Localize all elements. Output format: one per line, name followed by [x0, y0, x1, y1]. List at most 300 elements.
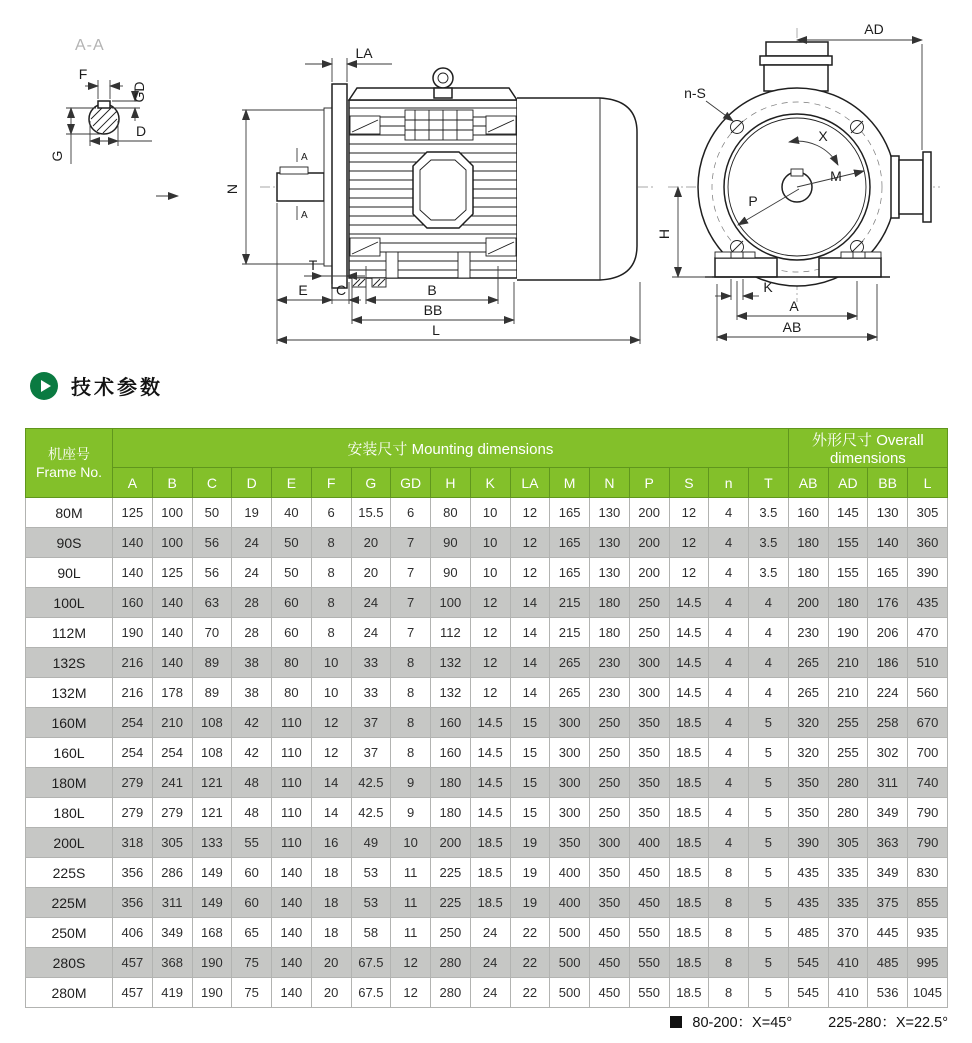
value-cell: 435 [908, 588, 948, 618]
value-cell: 279 [113, 798, 153, 828]
dim-label-ad: AD [864, 21, 884, 37]
frame-no-cell: 132S [26, 648, 113, 678]
value-cell: 350 [788, 798, 828, 828]
value-cell: 108 [192, 738, 232, 768]
value-cell: 56 [192, 528, 232, 558]
value-cell: 140 [868, 528, 908, 558]
value-cell: 4 [749, 678, 789, 708]
value-cell: 302 [868, 738, 908, 768]
value-cell: 390 [908, 558, 948, 588]
dimensions-table [25, 428, 948, 1008]
value-cell: 550 [629, 948, 669, 978]
value-cell: 186 [868, 648, 908, 678]
value-cell: 121 [192, 768, 232, 798]
footnote [670, 1011, 948, 1032]
value-cell: 178 [152, 678, 192, 708]
value-cell: 110 [272, 738, 312, 768]
value-cell: 67.5 [351, 948, 391, 978]
section-title: 技术参数 [71, 377, 163, 399]
col-header-n: n [709, 468, 749, 498]
value-cell: 53 [351, 888, 391, 918]
value-cell: 140 [272, 978, 312, 1008]
dim-label-gd: GD [131, 81, 147, 103]
value-cell: 12 [510, 498, 550, 528]
value-cell: 14 [510, 648, 550, 678]
value-cell: 176 [868, 588, 908, 618]
value-cell: 40 [272, 498, 312, 528]
footnote-note-1: 80-200：X=45° [692, 1015, 793, 1031]
value-cell: 305 [908, 498, 948, 528]
overall-group-header: 外形尺寸 Overall dimensions [788, 429, 947, 468]
value-cell: 10 [311, 648, 351, 678]
value-cell: 4 [709, 798, 749, 828]
value-cell: 305 [152, 828, 192, 858]
value-cell: 130 [590, 528, 630, 558]
value-cell: 370 [828, 918, 868, 948]
value-cell: 15 [510, 798, 550, 828]
value-cell: 790 [908, 798, 948, 828]
frame-no-cell: 132M [26, 678, 113, 708]
value-cell: 180 [788, 528, 828, 558]
table-row [26, 558, 948, 588]
value-cell: 14 [311, 798, 351, 828]
dim-label-t: T [308, 257, 318, 273]
table-row [26, 498, 948, 528]
dim-label-a: A [789, 298, 799, 314]
value-cell: 8 [709, 858, 749, 888]
value-cell: 250 [590, 708, 630, 738]
value-cell: 75 [232, 948, 272, 978]
table-row [26, 948, 948, 978]
value-cell: 140 [152, 588, 192, 618]
value-cell: 349 [868, 798, 908, 828]
value-cell: 300 [550, 798, 590, 828]
value-cell: 258 [868, 708, 908, 738]
value-cell: 545 [788, 948, 828, 978]
table-row [26, 678, 948, 708]
value-cell: 5 [749, 828, 789, 858]
value-cell: 356 [113, 888, 153, 918]
value-cell: 250 [629, 588, 669, 618]
value-cell: 24 [351, 588, 391, 618]
frame-no-cell: 112M [26, 618, 113, 648]
value-cell: 80 [431, 498, 471, 528]
value-cell: 230 [590, 648, 630, 678]
value-cell: 140 [272, 858, 312, 888]
dim-label-x: X [818, 128, 828, 144]
value-cell: 350 [590, 858, 630, 888]
value-cell: 7 [391, 618, 431, 648]
col-header-K: K [470, 468, 510, 498]
value-cell: 18.5 [669, 768, 709, 798]
value-cell: 350 [629, 798, 669, 828]
value-cell: 14.5 [470, 738, 510, 768]
value-cell: 500 [550, 918, 590, 948]
dim-label-ab: AB [782, 319, 802, 335]
value-cell: 140 [113, 528, 153, 558]
value-cell: 12 [311, 708, 351, 738]
value-cell: 280 [431, 948, 471, 978]
table-row [26, 738, 948, 768]
table-row [26, 708, 948, 738]
col-header-H: H [431, 468, 471, 498]
value-cell: 42 [232, 738, 272, 768]
value-cell: 18.5 [669, 738, 709, 768]
value-cell: 406 [113, 918, 153, 948]
dim-label-bb: BB [423, 302, 443, 318]
value-cell: 356 [113, 858, 153, 888]
col-header-D: D [232, 468, 272, 498]
value-cell: 363 [868, 828, 908, 858]
value-cell: 130 [590, 558, 630, 588]
value-cell: 450 [590, 978, 630, 1008]
value-cell: 100 [431, 588, 471, 618]
frame-no-cell: 90L [26, 558, 113, 588]
value-cell: 215 [550, 618, 590, 648]
value-cell: 18.5 [669, 948, 709, 978]
value-cell: 20 [311, 948, 351, 978]
value-cell: 58 [351, 918, 391, 948]
value-cell: 935 [908, 918, 948, 948]
value-cell: 740 [908, 768, 948, 798]
value-cell: 108 [192, 708, 232, 738]
value-cell: 10 [470, 528, 510, 558]
value-cell: 75 [232, 978, 272, 1008]
value-cell: 49 [351, 828, 391, 858]
value-cell: 12 [669, 558, 709, 588]
value-cell: 20 [351, 558, 391, 588]
col-header-G: G [351, 468, 391, 498]
value-cell: 12 [669, 498, 709, 528]
frame-col-header-cn: 机座号 [48, 445, 90, 462]
value-cell: 10 [470, 558, 510, 588]
section-header [30, 371, 163, 400]
value-cell: 90 [431, 558, 471, 588]
value-cell: 28 [232, 588, 272, 618]
value-cell: 470 [908, 618, 948, 648]
value-cell: 210 [152, 708, 192, 738]
dim-label-b: B [427, 282, 437, 298]
frame-no-cell: 225M [26, 888, 113, 918]
value-cell: 350 [788, 768, 828, 798]
value-cell: 200 [629, 558, 669, 588]
table-row [26, 768, 948, 798]
value-cell: 14.5 [470, 768, 510, 798]
value-cell: 14.5 [470, 798, 510, 828]
value-cell: 160 [431, 708, 471, 738]
value-cell: 8 [709, 888, 749, 918]
value-cell: 33 [351, 648, 391, 678]
black-square-icon [670, 1016, 682, 1028]
value-cell: 349 [868, 858, 908, 888]
col-header-B: B [152, 468, 192, 498]
value-cell: 8 [709, 948, 749, 978]
value-cell: 5 [749, 708, 789, 738]
value-cell: 14 [510, 588, 550, 618]
value-cell: 254 [113, 738, 153, 768]
value-cell: 450 [629, 858, 669, 888]
dim-label-ns: n-S [684, 85, 706, 101]
value-cell: 190 [192, 978, 232, 1008]
play-circle-icon [30, 372, 58, 400]
value-cell: 12 [470, 588, 510, 618]
frame-no-cell: 280M [26, 978, 113, 1008]
value-cell: 8 [709, 918, 749, 948]
value-cell: 125 [152, 558, 192, 588]
value-cell: 18 [311, 888, 351, 918]
value-cell: 90 [431, 528, 471, 558]
value-cell: 15 [510, 768, 550, 798]
value-cell: 53 [351, 858, 391, 888]
view-label: A-A [75, 37, 105, 54]
col-header-E: E [272, 468, 312, 498]
value-cell: 12 [510, 528, 550, 558]
value-cell: 450 [590, 948, 630, 978]
table-row [26, 918, 948, 948]
value-cell: 350 [629, 738, 669, 768]
value-cell: 435 [788, 888, 828, 918]
value-cell: 350 [629, 768, 669, 798]
frame-no-cell: 225S [26, 858, 113, 888]
value-cell: 8 [311, 558, 351, 588]
value-cell: 250 [629, 618, 669, 648]
value-cell: 100 [152, 528, 192, 558]
value-cell: 5 [749, 738, 789, 768]
value-cell: 265 [550, 678, 590, 708]
value-cell: 445 [868, 918, 908, 948]
value-cell: 265 [788, 648, 828, 678]
value-cell: 14.5 [470, 708, 510, 738]
value-cell: 22 [510, 978, 550, 1008]
value-cell: 180 [431, 768, 471, 798]
value-cell: 50 [272, 528, 312, 558]
col-header-T: T [749, 468, 789, 498]
value-cell: 560 [908, 678, 948, 708]
column-header-row [26, 468, 948, 498]
value-cell: 12 [470, 678, 510, 708]
value-cell: 18.5 [669, 888, 709, 918]
value-cell: 12 [470, 648, 510, 678]
value-cell: 165 [550, 558, 590, 588]
dim-label-c: C [335, 282, 347, 298]
value-cell: 50 [192, 498, 232, 528]
table-row [26, 828, 948, 858]
value-cell: 254 [113, 708, 153, 738]
value-cell: 16 [311, 828, 351, 858]
frame-no-cell: 250M [26, 918, 113, 948]
value-cell: 18.5 [470, 888, 510, 918]
value-cell: 300 [550, 738, 590, 768]
value-cell: 700 [908, 738, 948, 768]
value-cell: 230 [788, 618, 828, 648]
value-cell: 56 [192, 558, 232, 588]
value-cell: 8 [391, 678, 431, 708]
value-cell: 140 [272, 888, 312, 918]
dim-label-d: D [135, 123, 147, 139]
value-cell: 335 [828, 858, 868, 888]
value-cell: 7 [391, 558, 431, 588]
value-cell: 12 [311, 738, 351, 768]
value-cell: 450 [629, 888, 669, 918]
table-row [26, 528, 948, 558]
value-cell: 300 [550, 708, 590, 738]
value-cell: 145 [828, 498, 868, 528]
dim-label-f: F [78, 66, 88, 82]
value-cell: 320 [788, 708, 828, 738]
value-cell: 22 [510, 918, 550, 948]
value-cell: 300 [550, 768, 590, 798]
value-cell: 9 [391, 798, 431, 828]
value-cell: 180 [590, 618, 630, 648]
value-cell: 60 [272, 618, 312, 648]
value-cell: 89 [192, 648, 232, 678]
value-cell: 10 [470, 498, 510, 528]
value-cell: 3.5 [749, 558, 789, 588]
frame-no-cell: 80M [26, 498, 113, 528]
value-cell: 7 [391, 588, 431, 618]
value-cell: 10 [391, 828, 431, 858]
value-cell: 22 [510, 948, 550, 978]
frame-no-cell: 280S [26, 948, 113, 978]
value-cell: 8 [391, 708, 431, 738]
value-cell: 855 [908, 888, 948, 918]
value-cell: 42.5 [351, 798, 391, 828]
value-cell: 536 [868, 978, 908, 1008]
value-cell: 224 [868, 678, 908, 708]
value-cell: 550 [629, 918, 669, 948]
value-cell: 140 [152, 648, 192, 678]
value-cell: 89 [192, 678, 232, 708]
value-cell: 112 [431, 618, 471, 648]
value-cell: 18.5 [669, 918, 709, 948]
value-cell: 165 [868, 558, 908, 588]
value-cell: 14 [510, 618, 550, 648]
value-cell: 18.5 [669, 978, 709, 1008]
value-cell: 210 [828, 678, 868, 708]
value-cell: 279 [152, 798, 192, 828]
value-cell: 5 [749, 918, 789, 948]
col-header-GD: GD [391, 468, 431, 498]
value-cell: 12 [470, 618, 510, 648]
value-cell: 255 [828, 708, 868, 738]
col-header-LA: LA [510, 468, 550, 498]
value-cell: 37 [351, 738, 391, 768]
value-cell: 14.5 [669, 618, 709, 648]
value-cell: 390 [788, 828, 828, 858]
value-cell: 305 [828, 828, 868, 858]
value-cell: 400 [550, 858, 590, 888]
value-cell: 255 [828, 738, 868, 768]
value-cell: 168 [192, 918, 232, 948]
value-cell: 67.5 [351, 978, 391, 1008]
value-cell: 349 [152, 918, 192, 948]
front-view [656, 21, 940, 341]
value-cell: 48 [232, 768, 272, 798]
value-cell: 8 [311, 528, 351, 558]
value-cell: 110 [272, 708, 312, 738]
table-row [26, 618, 948, 648]
col-header-P: P [629, 468, 669, 498]
value-cell: 8 [709, 978, 749, 1008]
value-cell: 4 [749, 648, 789, 678]
value-cell: 11 [391, 858, 431, 888]
value-cell: 60 [232, 888, 272, 918]
value-cell: 265 [788, 678, 828, 708]
value-cell: 14 [510, 678, 550, 708]
value-cell: 180 [788, 558, 828, 588]
value-cell: 1045 [908, 978, 948, 1008]
value-cell: 457 [113, 948, 153, 978]
value-cell: 19 [232, 498, 272, 528]
value-cell: 180 [431, 798, 471, 828]
value-cell: 335 [828, 888, 868, 918]
value-cell: 300 [629, 648, 669, 678]
value-cell: 375 [868, 888, 908, 918]
value-cell: 254 [152, 738, 192, 768]
value-cell: 24 [232, 528, 272, 558]
value-cell: 18.5 [470, 858, 510, 888]
mounting-group-header: 安装尺寸 Mounting dimensions [113, 429, 789, 468]
value-cell: 230 [590, 678, 630, 708]
value-cell: 55 [232, 828, 272, 858]
value-cell: 63 [192, 588, 232, 618]
value-cell: 320 [788, 738, 828, 768]
value-cell: 130 [590, 498, 630, 528]
value-cell: 149 [192, 858, 232, 888]
value-cell: 360 [908, 528, 948, 558]
value-cell: 15 [510, 708, 550, 738]
value-cell: 318 [113, 828, 153, 858]
value-cell: 400 [629, 828, 669, 858]
value-cell: 206 [868, 618, 908, 648]
value-cell: 4 [709, 588, 749, 618]
value-cell: 280 [431, 978, 471, 1008]
value-cell: 149 [192, 888, 232, 918]
value-cell: 160 [113, 588, 153, 618]
value-cell: 225 [431, 858, 471, 888]
value-cell: 410 [828, 948, 868, 978]
value-cell: 4 [709, 678, 749, 708]
value-cell: 140 [113, 558, 153, 588]
value-cell: 8 [391, 648, 431, 678]
value-cell: 28 [232, 618, 272, 648]
value-cell: 4 [709, 498, 749, 528]
value-cell: 48 [232, 798, 272, 828]
value-cell: 435 [788, 858, 828, 888]
value-cell: 60 [272, 588, 312, 618]
value-cell: 70 [192, 618, 232, 648]
value-cell: 4 [709, 618, 749, 648]
col-header-C: C [192, 468, 232, 498]
value-cell: 24 [232, 558, 272, 588]
value-cell: 125 [113, 498, 153, 528]
col-header-F: F [311, 468, 351, 498]
value-cell: 200 [629, 498, 669, 528]
value-cell: 995 [908, 948, 948, 978]
value-cell: 12 [669, 528, 709, 558]
value-cell: 19 [510, 888, 550, 918]
value-cell: 300 [590, 828, 630, 858]
value-cell: 80 [272, 678, 312, 708]
value-cell: 670 [908, 708, 948, 738]
frame-no-cell: 180M [26, 768, 113, 798]
table-row [26, 798, 948, 828]
value-cell: 155 [828, 528, 868, 558]
col-header-AB: AB [788, 468, 828, 498]
value-cell: 110 [272, 828, 312, 858]
value-cell: 18.5 [669, 828, 709, 858]
dim-label-m: M [830, 168, 842, 184]
